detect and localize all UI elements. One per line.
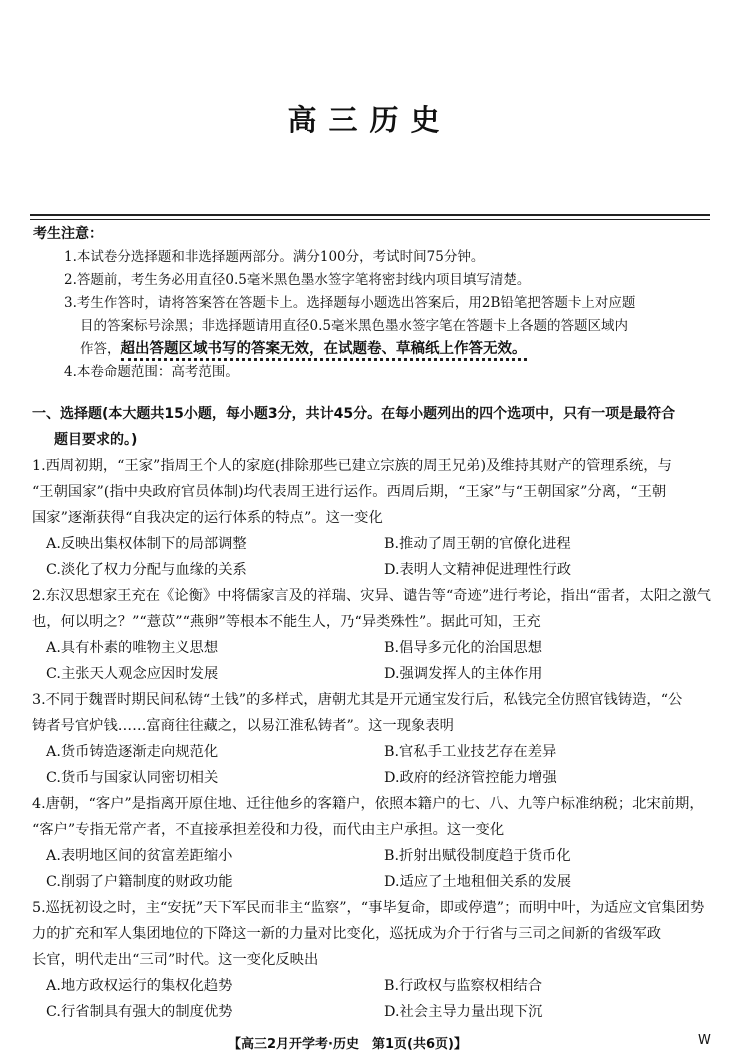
question-2: [32, 583, 722, 687]
option-b: B.推动了周王朝的官僚化进程: [384, 536, 571, 552]
question-text: 力的扩充和军人集团地位的下降这一新的力量对比变化，巡抚成为介于行省与三司之间新的省级军政: [32, 926, 662, 942]
section-heading: [32, 401, 722, 453]
footer-version-mark: W: [698, 1033, 711, 1048]
option-a: A.反映出集权体制下的局部调整: [46, 536, 247, 552]
question-text: “客户”专指无常产者，不直接承担差役和力役，而代由主户承担。这一变化: [32, 822, 505, 838]
footer-page-info: 【高三2月开学考·历史 第1页(共6页)】: [228, 1037, 467, 1052]
notice-item-3-end: [33, 338, 713, 361]
question-text: 长官，明代走出“三司”时代。这一变化反映出: [32, 952, 319, 968]
question-list: [32, 453, 722, 1025]
notice-emphasis: 超出答题区域书写的答案无效，在试题卷、草稿纸上作答无效。: [121, 341, 527, 361]
notice-heading: 考生注意：: [33, 226, 103, 242]
question-text: 铸者号官炉钱……富商往往藏之，以易江淮私铸者”。这一现象表明: [32, 718, 454, 734]
option-c: C.主张天人观念应因时发展: [46, 666, 219, 682]
option-b: B.折射出赋役制度趋于货币化: [384, 848, 571, 864]
notice-item-3: 3.考生作答时，请将答案答在答题卡上。选择题每小题选出答案后，用2B铅笔把答题卡上对应题: [64, 295, 636, 311]
question-3: [32, 687, 722, 791]
option-a: A.地方政权运行的集权化趋势: [46, 978, 233, 994]
question-5: [32, 895, 722, 1025]
notice-item-3-tail: 作答，: [80, 341, 121, 357]
notice-item-1: 1.本试卷分选择题和非选择题两部分。满分100分，考试时间75分钟。: [64, 249, 485, 265]
notice-item-3-cont: 目的答案标号涂黑；非选择题请用直径0.5毫米黑色墨水签字笔在答题卡上各题的答题区域内: [80, 318, 628, 334]
divider-thin: [30, 219, 710, 220]
page-title: 高三历史: [287, 103, 452, 137]
question-text: 1.西周初期，“王家”指周王个人的家庭(排除那些已建立宗族的周王兄弟)及维持其财产的管理系统，与: [32, 458, 672, 474]
notice-item-2: 2.答题前，考生务必用直径0.5毫米黑色墨水签字笔将密封线内项目填写清楚。: [64, 272, 531, 288]
divider-thick: [30, 214, 710, 216]
option-d: D.适应了土地租佃关系的发展: [384, 874, 572, 890]
exam-notice: [33, 222, 713, 384]
option-d: D.表明人文精神促进理性行政: [384, 562, 572, 578]
option-c: C.货币与国家认同密切相关: [46, 770, 219, 786]
question-4: [32, 791, 722, 895]
option-a: A.表明地区间的贫富差距缩小: [46, 848, 233, 864]
option-d: D.强调发挥人的主体作用: [384, 666, 543, 682]
question-1: [32, 453, 722, 583]
section-line-2: 题目要求的。): [54, 432, 138, 448]
option-c: C.行省制具有强大的制度优势: [46, 1004, 233, 1020]
option-c: C.削弱了户籍制度的财政功能: [46, 874, 233, 890]
option-b: B.官私手工业技艺存在差异: [384, 744, 557, 760]
option-d: D.政府的经济管控能力增强: [384, 770, 557, 786]
option-a: A.货币铸造逐渐走向规范化: [46, 744, 219, 760]
question-text: 3.不同于魏晋时期民间私铸“土钱”的多样式，唐朝尤其是开元通宝发行后，私钱完全仿照官钱铸造，“公: [32, 692, 683, 708]
option-b: B.倡导多元化的治国思想: [384, 640, 543, 656]
option-a: A.具有朴素的唯物主义思想: [46, 640, 219, 656]
question-text: 2.东汉思想家王充在《论衡》中将儒家言及的祥瑞、灾异、谴告等“奇迹”进行考论，指出“雷者，太阳之激气: [32, 588, 711, 604]
notice-item-4: 4.本卷命题范围：高考范围。: [64, 364, 239, 380]
section-line-1: 一、选择题(本大题共15小题，每小题3分，共计45分。在每小题列出的四个选项中，只有一项是最符合: [32, 406, 676, 422]
option-b: B.行政权与监察权相结合: [384, 978, 543, 994]
option-c: C.淡化了权力分配与血缘的关系: [46, 562, 247, 578]
question-text: 5.巡抚初设之时，主“安抚”天下军民而非主“监察”，“事毕复命，即或停遣”；而明中叶，为适应文官集团势: [32, 900, 705, 916]
option-d: D.社会主导力量出现下沉: [384, 1004, 543, 1020]
question-text: “王朝国家”(指中央政府官员体制)均代表周王进行运作。西周后期，“王家”与“王朝国家”分离，“王朝: [32, 484, 667, 500]
question-text: 国家”逐渐获得“自我决定的运行体系的特点”。这一变化: [32, 510, 383, 526]
question-text: 4.唐朝，“客户”是指离开原住地、迁往他乡的客籍户，依照本籍户的七、八、九等户标准纳税；北宋前期，: [32, 796, 704, 812]
question-text: 也，何以明之？”“薏苡”“燕卵”等根本不能生人，乃“异类殊性”。据此可知，王充: [32, 614, 541, 630]
